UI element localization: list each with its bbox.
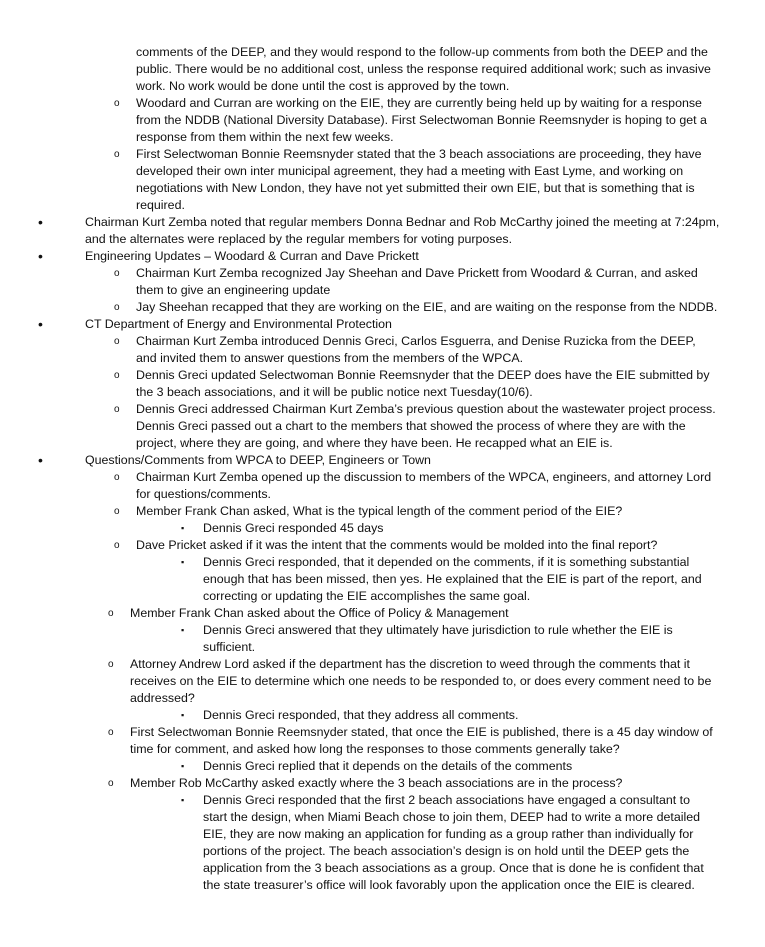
list-item [0,299,765,316]
bullet-dot-icon: • [38,452,43,468]
list-item [0,316,765,333]
list-item [0,503,765,520]
list-item-text: Member Frank Chan asked, What is the typical length of the comment period of the EIE? [136,504,623,518]
bullet-square-icon: ▪ [181,710,185,720]
list-item-text: First Selectwoman Bonnie Reemsnyder stated that the 3 beach associations are proceeding, they have developed their own inter municipal agreement, they had a meeting with East Lyme, and working on negotiations with New London, they have not yet submitted their own EIE, but that is something that is required. [136,147,702,212]
bullet-square-icon: ▪ [181,523,185,533]
list-item-text: Questions/Comments from WPCA to DEEP, Engineers or Town [85,453,431,467]
list-item [0,520,765,537]
list-item [0,792,765,894]
list-item [0,656,765,707]
list-item-text: First Selectwoman Bonnie Reemsnyder stated, that once the EIE is published, there is a 45 day window of time for comment, and asked how long the responses to those comments generally take? [130,725,713,756]
list-item [0,401,765,452]
bullet-circle-icon: o [114,370,120,381]
list-item [0,95,765,146]
list-item-text: Chairman Kurt Zemba opened up the discussion to members of the WPCA, engineers, and attorney Lord for questions/comments. [136,470,712,501]
bullet-circle-icon: o [114,336,120,347]
continued-paragraph [0,44,765,95]
bullet-circle-icon: o [108,608,114,619]
list-item [0,537,765,554]
list-item [0,469,765,503]
list-item [0,775,765,792]
list-item [0,333,765,367]
bullet-circle-icon: o [114,506,120,517]
bullet-square-icon: ▪ [181,625,185,635]
list-item-text: Jay Sheehan recapped that they are working on the EIE, and are waiting on the response from the NDDB. [136,300,718,314]
list-item-text: Dennis Greci answered that they ultimately have jurisdiction to rule whether the EIE is sufficient. [203,623,673,654]
list-item [0,367,765,401]
list-item [0,214,765,248]
bullet-circle-icon: o [114,540,120,551]
bullet-circle-icon: o [114,472,120,483]
bullet-square-icon: ▪ [181,761,185,771]
bullet-square-icon: ▪ [181,557,185,567]
list-item [0,605,765,622]
list-item [0,248,765,265]
list-item-text: Dennis Greci replied that it depends on the details of the comments [203,759,573,773]
list-item [0,622,765,656]
bullet-circle-icon: o [108,727,114,738]
list-item-text: Member Frank Chan asked about the Office of Policy & Management [130,606,509,620]
list-item-text: Attorney Andrew Lord asked if the department has the discretion to weed through the comments that it receives on the EIE to determine which one needs to be responded to, or does every comment need to be addressed? [130,657,712,705]
list-item-text: Dennis Greci responded that the first 2 beach associations have engaged a consultant to start the design, when Miami Beach chose to join them, DEEP had to write a more detailed EIE, they are now making an application for funding as a group rather than individually for portions of the project. The beach association’s design is on hold until the DEEP gets the application from the 3 beach associations as a group. Once that is done he is confident that the state treasurer’s office will look favorably upon the application once the EIE is cleared. [203,793,704,892]
list-item [0,554,765,605]
bullet-dot-icon: • [38,248,43,264]
bullet-circle-icon: o [114,98,120,109]
list-item-text: Chairman Kurt Zemba recognized Jay Sheehan and Dave Prickett from Woodard & Curran, and asked them to give an engineering update [136,266,698,297]
list-item-text: Chairman Kurt Zemba noted that regular members Donna Bednar and Rob McCarthy joined the meeting at 7:24pm, and the alternates were replaced by the regular members for voting purposes. [85,215,720,246]
list-item-text: Dennis Greci responded, that they address all comments. [203,708,519,722]
bullet-dot-icon: • [38,316,43,332]
list-item-text: CT Department of Energy and Environmental Protection [85,317,392,331]
list-item-text: Dennis Greci responded 45 days [203,521,384,535]
list-item-text: Dennis Greci updated Selectwoman Bonnie Reemsnyder that the DEEP does have the EIE submitted by the 3 beach associations, and it will be public notice next Tuesday(10/6). [136,368,710,399]
list-item-text: Member Rob McCarthy asked exactly where the 3 beach associations are in the process? [130,776,623,790]
bullet-circle-icon: o [114,404,120,415]
list-item-text: Dave Pricket asked if it was the intent that the comments would be molded into the final report? [136,538,658,552]
list-item-text: Engineering Updates – Woodard & Curran and Dave Prickett [85,249,419,263]
bullet-circle-icon: o [114,268,120,279]
list-item [0,265,765,299]
bullet-circle-icon: o [114,302,120,313]
list-item-text: Woodard and Curran are working on the EIE, they are currently being held up by waiting for a response from the NDDB (National Diversity Database). First Selectwoman Bonnie Reemsnyder is hoping to get a response from them within the next few weeks. [136,96,707,144]
bullet-dot-icon: • [38,214,43,230]
list-item [0,452,765,469]
bullet-list [0,95,765,894]
list-item-text: Dennis Greci addressed Chairman Kurt Zemba’s previous question about the wastewater project process. Dennis Greci passed out a chart to the members that showed the process of where they are with the project, where they are going, and where they have been. He recapped what an EIE is. [136,402,716,450]
list-item [0,146,765,214]
list-item [0,758,765,775]
bullet-circle-icon: o [114,149,120,160]
list-item-text: Dennis Greci responded, that it depended on the comments, if it is something substantial enough that has been missed, then yes. He explained that the EIE is part of the report, and correcting or updating the EIE accomplishes the same goal. [203,555,702,603]
list-item [0,707,765,724]
bullet-circle-icon: o [108,659,114,670]
list-item-text: Chairman Kurt Zemba introduced Dennis Greci, Carlos Esguerra, and Denise Ruzicka from the DEEP, and invited them to answer questions from the members of the WPCA. [136,334,696,365]
paragraph-text: comments of the DEEP, and they would respond to the follow-up comments from both the DEEP and the public. There would be no additional cost, unless the response required additional work; such as invasive work. No work would be done until the cost is approved by the town. [136,45,711,93]
bullet-circle-icon: o [108,778,114,789]
bullet-square-icon: ▪ [181,795,185,805]
list-item [0,724,765,758]
